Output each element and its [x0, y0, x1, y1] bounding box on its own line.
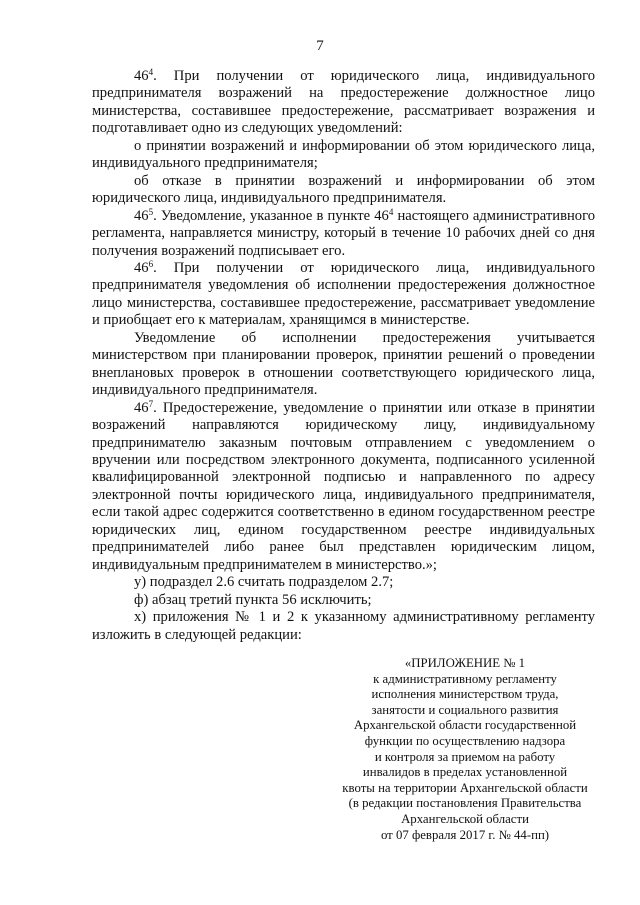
paragraph-list-item: об отказе в принятии возражений и информировании об этом юридического лица, индивидуального предпринимателя.	[92, 172, 595, 207]
appendix-title: «ПРИЛОЖЕНИЕ № 1	[404, 656, 526, 670]
appendix-line: функции по осуществлению надзора	[364, 733, 566, 748]
appendix-line: квоты на территории Архангельской области	[342, 780, 588, 795]
appendix-line: (в редакции постановления Правительства	[348, 796, 582, 811]
appendix-line: Архангельской области	[401, 811, 529, 826]
page-number: 7	[316, 38, 324, 54]
appendix-line: Архангельской области государственной	[353, 718, 577, 733]
paragraph: Уведомление об исполнении предостережения учитывается министерством при планировании проверок, принятии решений о проведении внеплановых проверок в отношении соответствующего юридического лица, индивидуального предпринимателя.	[92, 329, 595, 399]
paragraph-46-5: $46^5$. Уведомление, указанное в пункте $46^4$ настоящего административного регламента, направляется министру, который в течение 10 рабочих дней со дня получения возражений подписывает его.	[92, 206, 595, 259]
appendix-line: и контроля за приемом на работу	[374, 749, 556, 764]
paragraph-list-item: о принятии возражений и информировании об этом юридического лица, индивидуального предпринимателя;	[92, 137, 595, 172]
body-text	[92, 68, 595, 644]
appendix-line: к административному регламенту	[373, 671, 557, 686]
appendix-header	[330, 656, 600, 843]
paragraph-item-kh: х) приложения № 1 и 2 к указанному административному регламенту изложить в следующей редакции:	[92, 609, 595, 643]
appendix-line: инвалидов в пределах установленной	[362, 765, 568, 780]
paragraph-46-4: $46^4$. При получении от юридического лица, индивидуального предпринимателя возражений на предостережение должностное лицо министерства, составившее предостережение, рассматривает возражения и подготавливает одно из следующих уведомлений:	[92, 67, 595, 137]
paragraph-46-6: $46^6$. При получении от юридического лица, индивидуального предпринимателя уведомления об исполнении предостережения должностное лицо министерства, составившее предостережение, рассматривает уведомление и приобщает его к материалам, хранящимся в министерстве.	[92, 258, 595, 329]
appendix-line: исполнения министерством труда,	[371, 687, 559, 702]
appendix-line: от 07 февраля 2017 г. № 44-пп)	[380, 827, 550, 842]
paragraph-item-f: ф) абзац третий пункта 56 исключить;	[134, 591, 372, 608]
paragraph-item-u: у) подраздел 2.6 считать подразделом 2.7;	[134, 574, 394, 591]
paragraph-46-7: $46^7$. Предостережение, уведомление о принятии или отказе в принятии возражений направляются юридическому лицу, индивидуальному предпринимателю заказным почтовым отправлением с уведомлением о вручении или посредством электронного документа, подписанного усиленной квалифицированной электронной подписью и направленного по адресу электронной почты юридического лица, индивидуального предпринимателя, если такой адрес содержится соответственно в едином государственном реестре юридических лиц, едином государственном реестре индивидуальных предпринимателей либо ранее был представлен юридическим лицом, индивидуальным предпринимателем в министерство.»;	[92, 398, 595, 573]
appendix-line: занятости и социального развития	[371, 702, 559, 717]
